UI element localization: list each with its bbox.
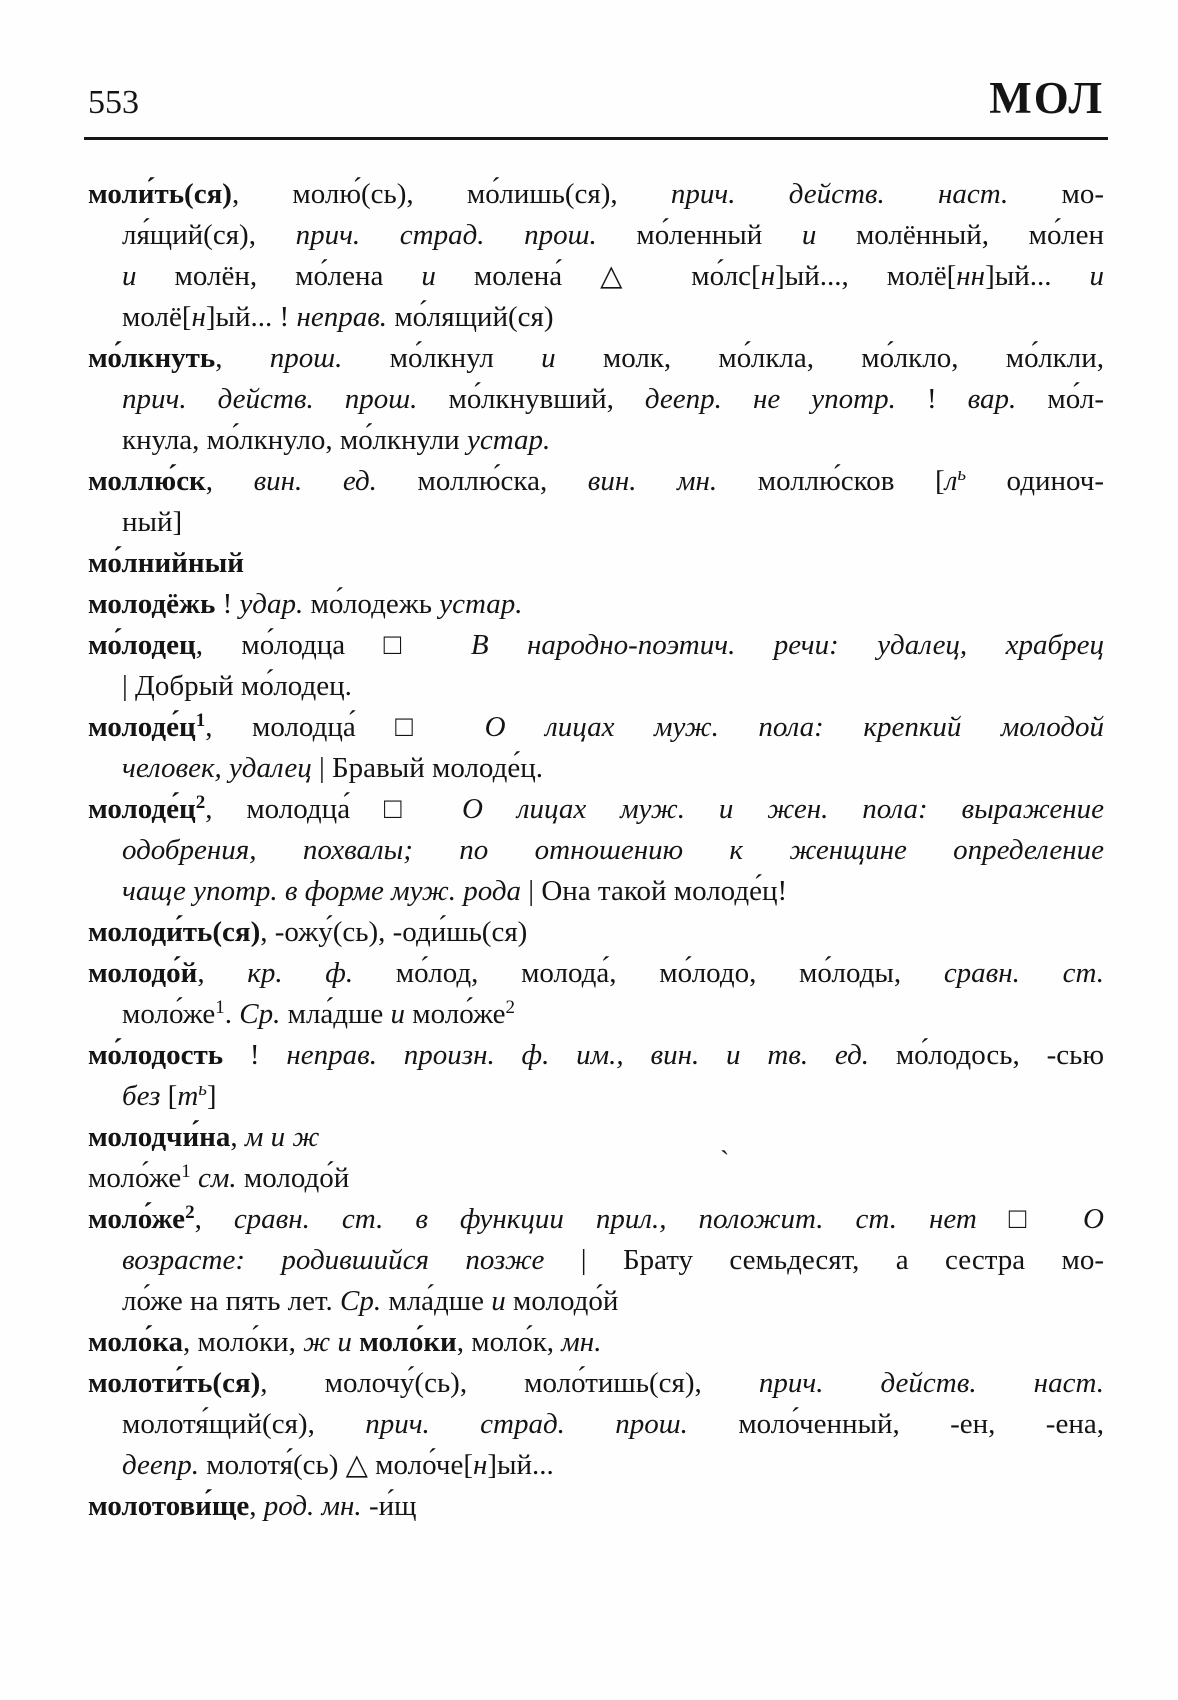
scan-artifact-mark: ˋ [720,1146,730,1177]
text-run: , [205,465,254,497]
grammar-label: см. [198,1162,237,1194]
entry-line [122,666,1104,707]
entry-line [122,297,1104,338]
entry-line [122,1404,1104,1445]
dictionary-entry [88,1035,1104,1117]
text-run: молк, мо́лкла, мо́лкло, мо́лкли, [555,342,1104,374]
headword-run: моло́же [88,1203,186,1235]
text-run: -и́щ [361,1490,417,1522]
text-run: молодо́й [236,1162,350,1194]
grammar-label: кр. ф. [247,957,354,989]
text-run: , мо́лодца □ [195,629,471,661]
text-run: , [215,342,270,374]
dictionary-entry [88,584,1104,625]
grammar-label: н [760,260,776,292]
grammar-label: м и ж [244,1121,320,1153]
entry-line [88,174,1104,215]
grammar-label: чаще употр. в форме муж. рода [122,875,522,907]
text-run: , [197,957,248,989]
grammar-label: возрасте: родившийся позже [122,1244,545,1276]
text-run: ] [206,1080,217,1112]
text-run: молё[ [122,301,192,333]
dictionary-entry [88,625,1104,707]
entry-line [88,584,1104,625]
text-run: молённый, мо́лен [816,219,1104,251]
text-run: моллю́сков [ [717,465,945,497]
grammar-label: род. мн. [263,1490,362,1522]
grammar-label: неправ. произн. ф. им., вин. и тв. ед. [286,1039,870,1071]
grammar-label: одобрения, похвалы; по отношению к женщине определение [122,834,1104,866]
dictionary-entry [88,912,1104,953]
page-header [88,72,1104,124]
grammar-label: О лицах муж. и жен. пола: выражение [462,793,1104,825]
text-run: мо- [1008,178,1104,210]
text-run: молотя́щий(ся), [122,1408,366,1440]
dictionary-entry [88,1322,1104,1363]
text-run: моло́ченный, -ен, -ена, [687,1408,1104,1440]
grammar-label: вин. ед. [253,465,377,497]
headword-run: молодо́й [88,957,198,989]
text-run: молотя́(сь) △ моло́че[ [199,1449,473,1481]
grammar-label: н [473,1449,488,1481]
dictionary-entry [88,1363,1104,1486]
entry-line [122,830,1104,871]
grammar-label: ж и [303,1326,352,1358]
headword-run: мо́лодость [88,1039,224,1071]
text-run: мо́лкнувший, [417,383,645,415]
entry-line [122,994,1104,1035]
text-run: молён, мо́лена [136,260,422,292]
text-run: , моло́ки, [183,1326,304,1358]
grammar-label: удар. [239,588,304,620]
text-run: мла́дше [280,998,391,1030]
text-run: , молочу́(сь), моло́тишь(ся), [260,1367,759,1399]
grammar-label: Ср. [239,998,281,1030]
entry-line [122,1281,1104,1322]
text-run: мо́лящий(ся) [387,301,554,333]
entry-line [88,707,1104,748]
text-run: моло́же [122,998,216,1030]
entry-line [88,461,1104,502]
headword-run: мо́лодец [88,629,196,661]
grammar-label: прич. действ. наст. [758,1367,1104,1399]
entry-line [122,871,1104,912]
grammar-label: О лицах муж. пола: крепкий молодой [484,711,1104,743]
text-run: | Добрый мо́лодец. [122,670,352,702]
superscript-number: 1 [195,710,206,731]
text-run: одиноч- [966,465,1104,497]
headword-run: молоде́ц [88,793,196,825]
text-run: [ [160,1080,178,1112]
headword-run: молоде́ц [88,711,196,743]
grammar-label: л [944,465,958,497]
grammar-label: и [1089,260,1104,292]
grammar-label: прич. страд. прош. [365,1408,688,1440]
text-run: моллю́ска, [376,465,588,497]
text-run: мо́лодежь [303,588,440,620]
text-run: моло́же [405,998,506,1030]
dictionary-entry [88,338,1104,461]
entry-line [122,420,1104,461]
grammar-label: и [491,1285,506,1317]
grammar-label: прич. страд. прош. [295,219,597,251]
entry-line [122,256,1104,297]
text-run: , -ожу́(сь), -оди́шь(ся) [260,916,528,948]
grammar-label: прич. действ. прош. [122,383,418,415]
text-run: кнула, мо́лкнуло, мо́лкнули [122,424,467,456]
grammar-label: вин. мн. [587,465,718,497]
text-run: , моло́к, [456,1326,562,1358]
page-number: 553 [88,84,139,121]
grammar-label: и [421,260,436,292]
entry-line [88,1117,1104,1158]
text-run: мла́дше [381,1285,492,1317]
text-run: ]ый... ! [205,301,297,333]
headword-run: мо́лкнуть [88,342,216,374]
entry-line [88,1199,1104,1240]
headword-run: молодёжь [88,588,216,620]
text-run: молодо́й [505,1285,619,1317]
dictionary-entry [88,1486,1104,1527]
grammar-label: без [122,1080,161,1112]
text-run: мо́лод, молода́, мо́лодо, мо́лоды, [353,957,944,989]
headword-run: молотови́ще [88,1490,250,1522]
grammar-label: сравн. ст. [943,957,1105,989]
entry-line [122,1076,1104,1117]
superscript-number: 2 [185,1202,195,1223]
text-run: мо́лкнул [342,342,542,374]
superscript-soft-sign: ь [957,464,966,485]
text-run: , [194,1203,234,1235]
text-run: | Бравый молоде́ц. [311,752,543,784]
headword-run: мо́лнийный [88,547,244,579]
entry-line [122,748,1104,789]
entry-line [88,1035,1104,1076]
dictionary-text-block [88,174,1104,1527]
text-run [191,1162,198,1194]
text-run [352,1326,359,1358]
headword-run: молоти́ть(ся) [88,1367,261,1399]
grammar-label: человек, удалец [122,752,312,784]
entry-line [88,1158,1104,1199]
grammar-label: и [390,998,405,1030]
grammar-label: и [541,342,556,374]
text-run: , молодца́ □ [205,793,462,825]
headword-run: моло́ка [88,1326,184,1358]
entry-line [88,338,1104,379]
entry-line [88,912,1104,953]
text-run: ный] [122,506,183,538]
text-run: мо́л- [1016,383,1104,415]
dictionary-entry [88,461,1104,543]
text-run: ! [895,383,968,415]
grammar-label: деепр. не употр. [644,383,896,415]
section-header: МОЛ [989,73,1104,123]
entry-line [122,502,1104,543]
grammar-label: нн [956,260,986,292]
dictionary-entry [88,789,1104,912]
dictionary-entry [88,174,1104,338]
dictionary-entry [88,1117,1104,1158]
grammar-label: прош. [269,342,343,374]
dictionary-entry [88,707,1104,789]
text-run: , молю́(сь), мо́лишь(ся), [231,178,671,210]
text-run: моло́же [88,1162,182,1194]
entry-line [88,625,1104,666]
grammar-label: Ср. [340,1285,382,1317]
grammar-label: т [177,1080,199,1112]
entry-line [88,1363,1104,1404]
headword-run: моллю́ск [88,465,206,497]
text-run: ля́щий(ся), [122,219,296,251]
text-run: мо́ленный [596,219,802,251]
dictionary-entry [88,953,1104,1035]
text-run: ! [215,588,240,620]
text-run: молена́ △ мо́лс[ [435,260,761,292]
superscript-soft-sign: ь [198,1079,207,1100]
grammar-label: сравн. ст. в функции прил., положит. ст. нет [233,1203,977,1235]
text-run: . [224,998,240,1030]
dictionary-entry [88,1158,1104,1199]
grammar-label: н [191,301,206,333]
grammar-label: и [801,219,817,251]
grammar-label: В народно-поэтич. речи: удалец, храбрец [470,629,1104,661]
entry-line [122,379,1104,420]
grammar-label: деепр. [122,1449,200,1481]
text-run: ]ый..., молё[ [775,260,957,292]
text-run: , молодца́ □ [205,711,485,743]
grammar-label: и [122,260,137,292]
grammar-label: вар. [967,383,1017,415]
text-run: , [230,1121,245,1153]
text-run: | Брату семьдесят, а сестра мо- [544,1244,1104,1276]
entry-line [122,215,1104,256]
entry-line [88,1486,1104,1527]
entry-line [88,1322,1104,1363]
headword-run: моли́ть(ся) [88,178,232,210]
dictionary-entry [88,1199,1104,1322]
grammar-label: прич. действ. наст. [670,178,1009,210]
superscript-number: 2 [505,997,515,1018]
grammar-label: устар. [466,424,551,456]
text-run: ло́же на пять лет. [122,1285,341,1317]
entry-line [122,1240,1104,1281]
superscript-number: 1 [181,1161,191,1182]
header-rule [84,137,1108,140]
text-run: | Она такой молоде́ц! [521,875,788,907]
entry-line [88,789,1104,830]
entry-line [88,953,1104,994]
text-run: , [249,1490,264,1522]
text-run: ]ый... [487,1449,554,1481]
grammar-label: устар. [439,588,523,620]
grammar-label: мн. [561,1326,602,1358]
superscript-number: 1 [215,997,225,1018]
headword-run: молоди́ть(ся) [88,916,261,948]
grammar-label: неправ. [296,301,388,333]
text-run: ! [223,1039,287,1071]
grammar-label: О [1083,1203,1104,1235]
superscript-number: 2 [195,792,206,813]
headword-run: молодчи́на [88,1121,231,1153]
entry-line [88,543,1104,584]
text-run: □ [976,1203,1084,1235]
text-run: ]ый... [985,260,1090,292]
dictionary-entry [88,543,1104,584]
headword-run: моло́ки [359,1326,457,1358]
entry-line [122,1445,1104,1486]
text-run: мо́лодось, -сью [869,1039,1104,1071]
